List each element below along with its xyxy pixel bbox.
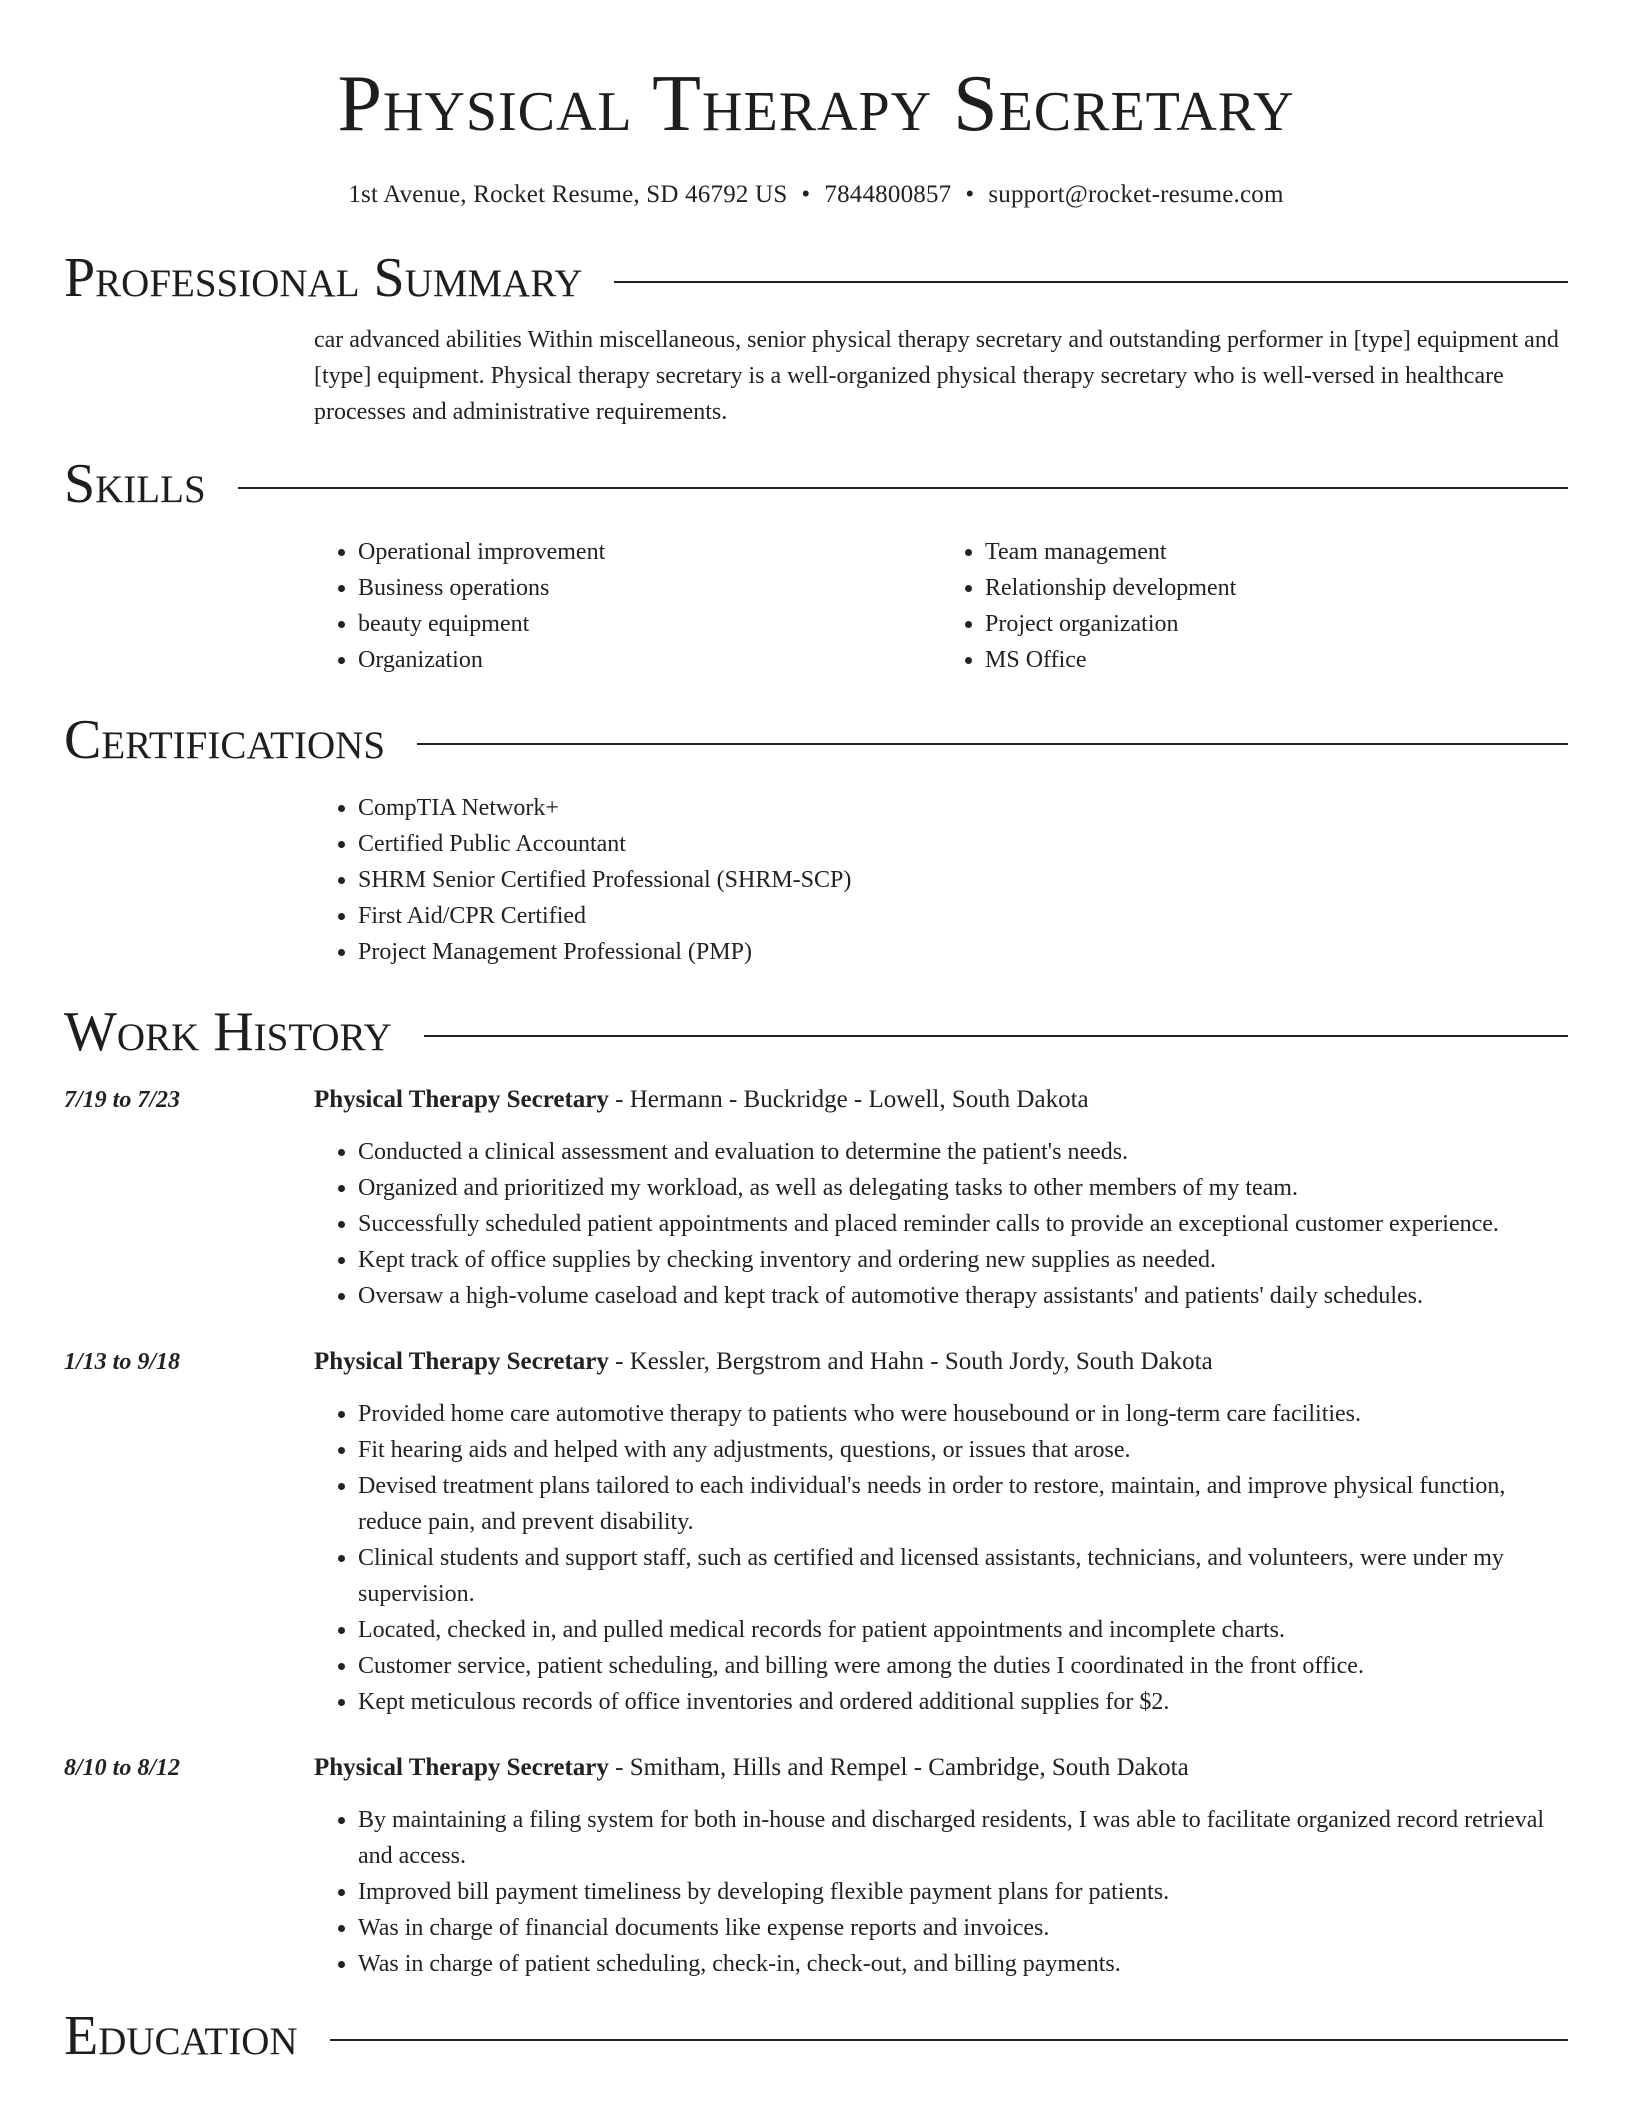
- education-title: Education: [64, 2005, 298, 2067]
- job-employer: - Hermann - Buckridge - Lowell, South Dakota: [608, 1086, 1089, 1113]
- section-rule: [417, 743, 1568, 745]
- job-bullet: • Located, checked in, and pulled medical records for patient appointments and incomplete charts.: [358, 1612, 1568, 1648]
- section-rule: [614, 281, 1568, 283]
- contact-line: [64, 180, 1568, 210]
- certifications-section: [314, 790, 1568, 970]
- job-employer: - Kessler, Bergstrom and Hahn - South Jordy, South Dakota: [608, 1348, 1213, 1375]
- summary-section: [314, 322, 1568, 430]
- job-title-line: [314, 1344, 1568, 1380]
- section-rule: [330, 2039, 1568, 2041]
- job-entry: [64, 1750, 1568, 1982]
- certifications-title: Certifications: [64, 709, 386, 771]
- section-rule: [424, 1035, 1568, 1037]
- contact-phone: 7844800857: [824, 181, 952, 208]
- job-bullet: • Oversaw a high-volume caseload and kept track of automotive therapy assistants' and patients' daily schedules.: [358, 1278, 1568, 1314]
- job-title-line: [314, 1750, 1568, 1786]
- certification-item: • Project Management Professional (PMP): [358, 934, 1568, 970]
- job-bullet: • By maintaining a filing system for both in-house and discharged residents, I was able to facilitate organized record retrieval and access.: [358, 1802, 1568, 1874]
- contact-separator: •: [801, 181, 811, 208]
- job-bullets: [314, 1396, 1568, 1720]
- job-bullet: • Fit hearing aids and helped with any adjustments, questions, or issues that arose.: [358, 1432, 1568, 1468]
- certification-item: • CompTIA Network+: [358, 790, 1568, 826]
- skills-section: [314, 534, 1568, 678]
- job-bullet: • Was in charge of financial documents like expense reports and invoices.: [358, 1910, 1568, 1946]
- summary-heading: [64, 246, 1568, 310]
- skill-item: • Team management: [985, 534, 1568, 570]
- work-title: Work History: [64, 1001, 392, 1063]
- skills-title: Skills: [64, 453, 206, 515]
- skills-left-list: [314, 534, 941, 678]
- summary-title: Professional Summary: [64, 247, 583, 309]
- skill-item: • beauty equipment: [358, 606, 941, 642]
- job-bullet: • Organized and prioritized my workload, as well as delegating tasks to other members of my team.: [358, 1170, 1568, 1206]
- job-bullet: • Kept meticulous records of office inventories and ordered additional supplies for $2.: [358, 1684, 1568, 1720]
- work-heading: [64, 1000, 1568, 1064]
- job-entry: [64, 1082, 1568, 1314]
- job-bullet: • Conducted a clinical assessment and evaluation to determine the patient's needs.: [358, 1134, 1568, 1170]
- certification-item: • Certified Public Accountant: [358, 826, 1568, 862]
- job-bullet: • Was in charge of patient scheduling, check-in, check-out, and billing payments.: [358, 1946, 1568, 1982]
- education-heading: [64, 2004, 1568, 2068]
- job-bullet: • Devised treatment plans tailored to each individual's needs in order to restore, maintain, and improve physical function, reduce pain, and prevent disability.: [358, 1468, 1568, 1540]
- job-body: [314, 1082, 1568, 1314]
- job-entry: [64, 1344, 1568, 1720]
- certification-item: • First Aid/CPR Certified: [358, 898, 1568, 934]
- resume-name: Physical Therapy Secretary: [337, 60, 1295, 148]
- job-bullet: • Customer service, patient scheduling, and billing were among the duties I coordinated in the front office.: [358, 1648, 1568, 1684]
- summary-text: car advanced abilities Within miscellaneous, senior physical therapy secretary and outstanding performer in [type] equipment and [type] equipment. Physical therapy secretary is a well-organized physical therapy secretary who is well-versed in healthcare processes and administrative requirements.: [314, 327, 1559, 425]
- job-bullets: [314, 1802, 1568, 1982]
- skills-right-list: [941, 534, 1568, 678]
- job-role: Physical Therapy Secretary: [314, 1754, 609, 1781]
- skills-heading: [64, 452, 1568, 516]
- job-dates: 8/10 to 8/12: [64, 1755, 181, 1781]
- skill-item: • Organization: [358, 642, 941, 678]
- contact-separator: •: [965, 181, 975, 208]
- skill-item: • Relationship development: [985, 570, 1568, 606]
- skill-item: • Business operations: [358, 570, 941, 606]
- job-bullet: • Kept track of office supplies by checking inventory and ordering new supplies as needed.: [358, 1242, 1568, 1278]
- job-bullet: • Successfully scheduled patient appointments and placed reminder calls to provide an exceptional customer experience.: [358, 1206, 1568, 1242]
- job-bullet: • Provided home care automotive therapy to patients who were housebound or in long-term care facilities.: [358, 1396, 1568, 1432]
- job-body: [314, 1344, 1568, 1720]
- certification-item: • SHRM Senior Certified Professional (SHRM-SCP): [358, 862, 1568, 898]
- skill-item: • MS Office: [985, 642, 1568, 678]
- job-bullet: • Improved bill payment timeliness by developing flexible payment plans for patients.: [358, 1874, 1568, 1910]
- section-rule: [238, 487, 1568, 489]
- certifications-list: [314, 790, 1568, 970]
- job-role: Physical Therapy Secretary: [314, 1086, 609, 1113]
- job-employer: - Smitham, Hills and Rempel - Cambridge, South Dakota: [608, 1754, 1189, 1781]
- job-dates: 1/13 to 9/18: [64, 1349, 181, 1375]
- job-dates: 7/19 to 7/23: [64, 1087, 181, 1113]
- contact-address: 1st Avenue, Rocket Resume, SD 46792 US: [348, 181, 788, 208]
- contact-email: support@rocket-resume.com: [988, 181, 1284, 208]
- certifications-heading: [64, 708, 1568, 772]
- job-bullet: • Clinical students and support staff, such as certified and licensed assistants, technicians, and volunteers, were under my supervision.: [358, 1540, 1568, 1612]
- job-body: [314, 1750, 1568, 1982]
- job-title-line: [314, 1082, 1568, 1118]
- skill-item: • Project organization: [985, 606, 1568, 642]
- job-role: Physical Therapy Secretary: [314, 1348, 609, 1375]
- skill-item: • Operational improvement: [358, 534, 941, 570]
- job-bullets: [314, 1134, 1568, 1314]
